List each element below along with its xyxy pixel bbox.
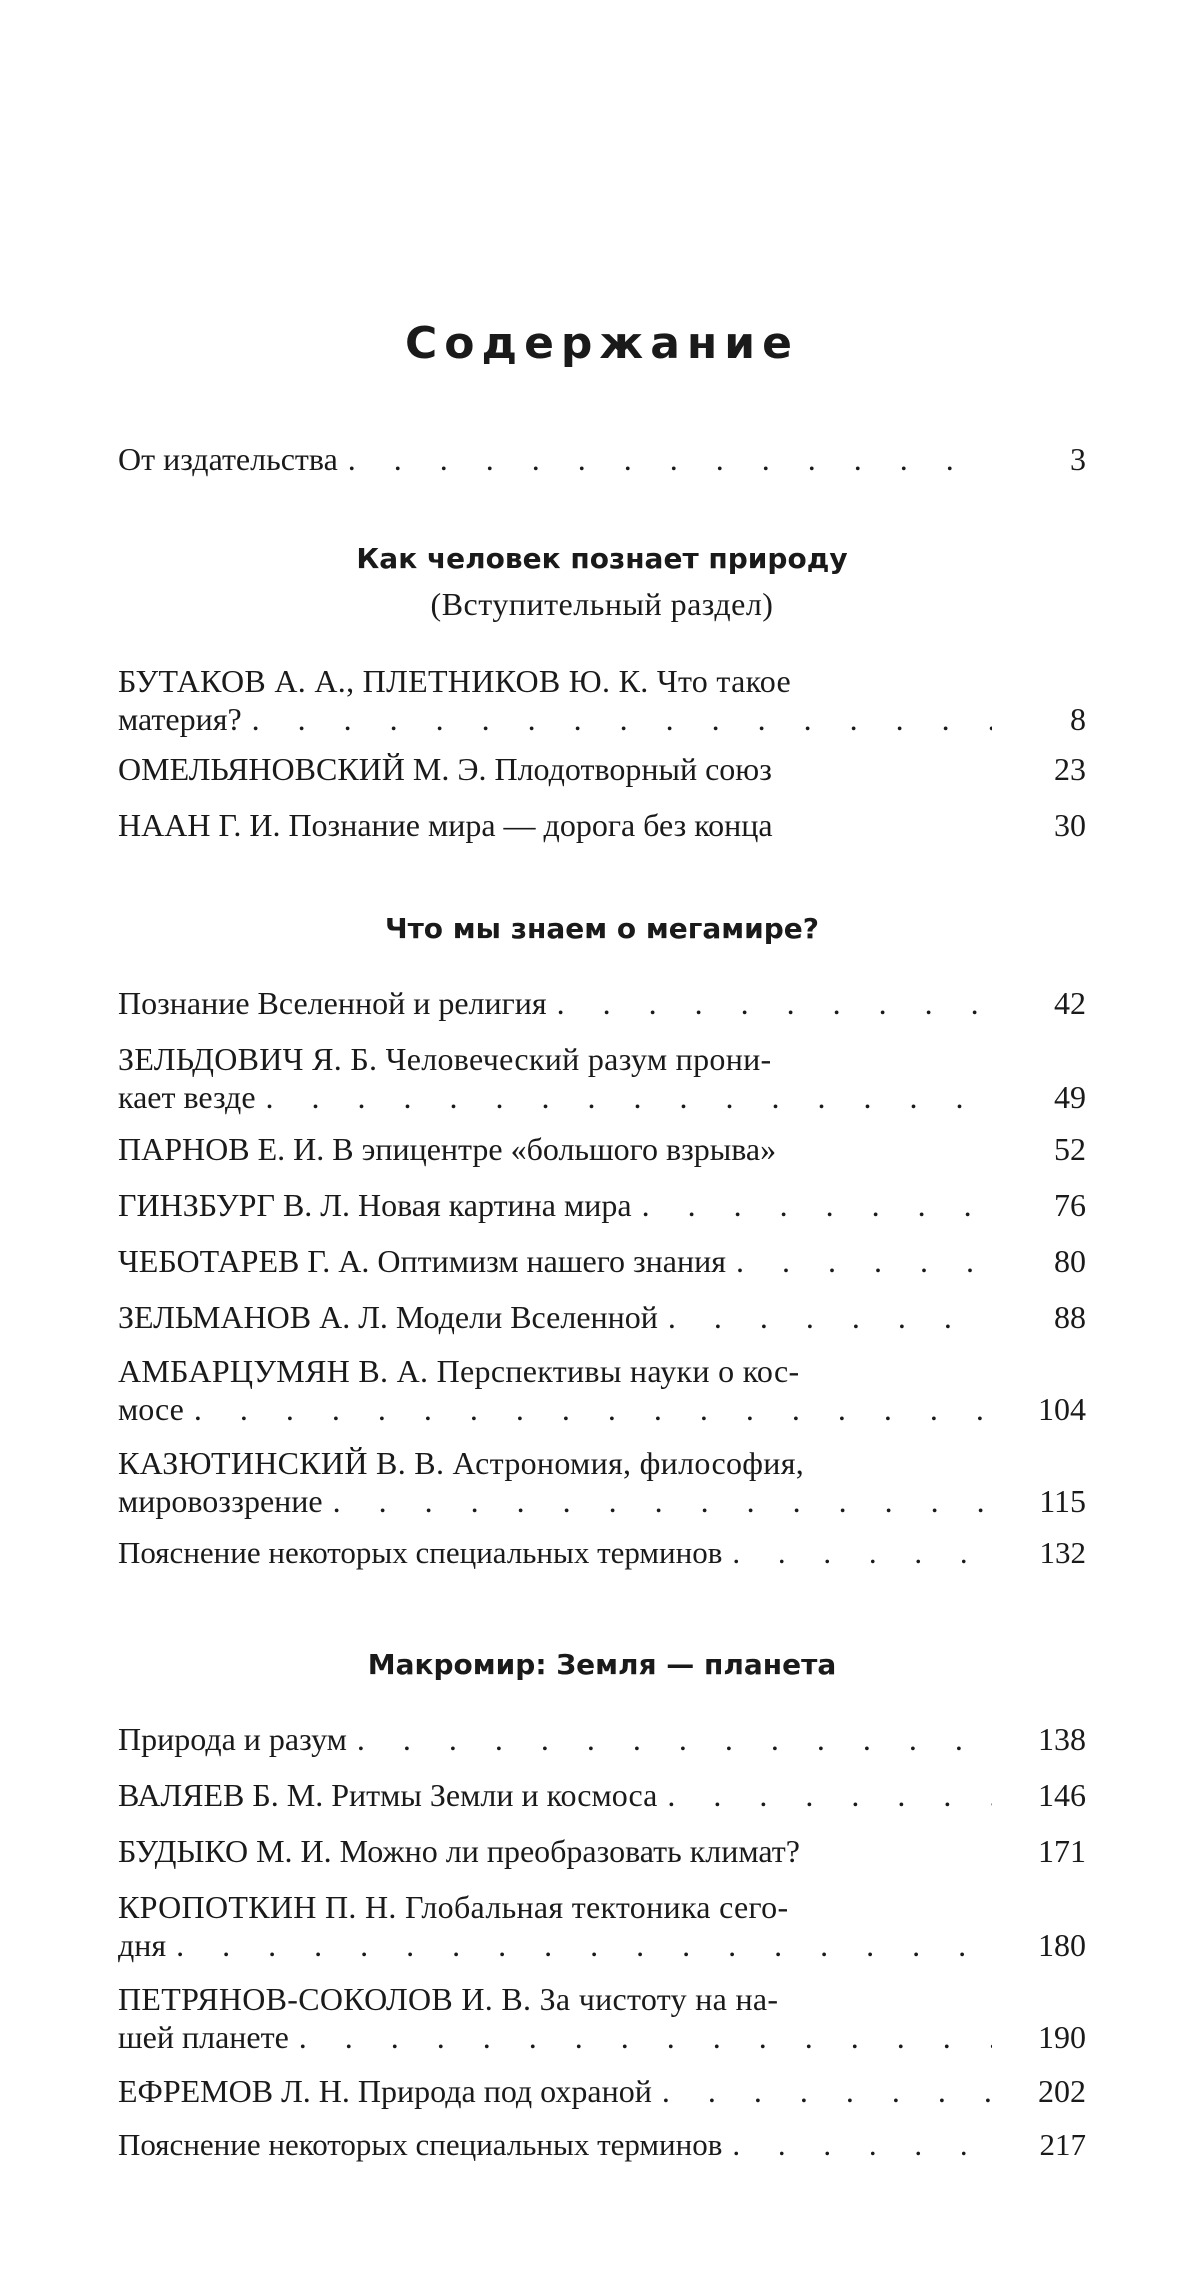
leader-dots [323,1482,992,1520]
toc-entry[interactable] [118,984,1086,1022]
leader-dots [242,700,992,738]
toc-entry-text: Природа и разум [118,1721,347,1757]
toc-entry-line1: КАЗЮТИНСКИЙ В. В. Астрономия, философия, [118,1445,805,1481]
toc-entry[interactable] [118,662,1086,738]
toc-page-number: 217 [1039,2127,1086,2162]
toc-page-number: 52 [1054,1131,1086,1167]
toc-entry-text: Пояснение некоторых специальных терминов [118,1535,723,1570]
toc-entry-text: От издательства [118,441,338,477]
toc-entry-text: ОМЕЛЬЯНОВСКИЙ М. Э. Плодотворный союз [118,751,772,787]
toc-entry[interactable] [118,1298,1086,1336]
toc-entry[interactable] [118,1130,1086,1168]
leader-dots [726,1242,992,1280]
toc-entry[interactable] [118,1352,1086,1428]
toc-entry-text: шей планете [118,2019,289,2055]
toc-entry-line1: БУТАКОВ А. А., ПЛЕТНИКОВ Ю. К. Что такое [118,663,791,699]
toc-page-number: 8 [1070,701,1086,737]
toc-entry[interactable] [118,1832,1086,1870]
leader-dots [338,440,992,478]
leader-dots [166,1926,992,1964]
section-title-2: Что мы знаем о мегамире? [384,912,820,945]
toc-page-number: 115 [1039,1483,1086,1519]
leader-dots [722,2126,992,2164]
toc-entry-text: ЗЕЛЬМАНОВ А. Л. Модели Вселенной [118,1299,658,1335]
toc-page-number: 180 [1038,1927,1086,1963]
toc-page-number: 42 [1054,985,1086,1021]
toc-entry-text: ПАРНОВ Е. И. В эпицентре «большого взрыва» [118,1131,777,1167]
toc-page-number: 138 [1038,1721,1086,1757]
toc-entry-line1: КРОПОТКИН П. Н. Глобальная тектоника сего- [118,1889,789,1925]
leader-dots [658,1298,992,1336]
leader-dots [657,1776,992,1814]
toc-entry[interactable] [118,1776,1086,1814]
toc-entry-text: дня [118,1927,167,1963]
toc-entry-publisher-note[interactable] [118,440,1086,478]
leader-dots [289,2018,992,2056]
section-title-1: Как человек познает природу [356,542,848,575]
toc-page-number: 23 [1054,751,1086,787]
toc-entry-text: материя? [118,701,242,737]
toc-entry-text: БУДЫКО М. И. Можно ли преобразовать климат? [118,1833,800,1869]
toc-entry[interactable] [118,1444,1086,1520]
toc-entry-text: ЧЕБОТАРЕВ Г. А. Оптимизм нашего знания [118,1243,726,1279]
toc-page-number: 80 [1054,1243,1086,1279]
toc-page-number: 190 [1038,2019,1086,2055]
leader-dots [722,1534,992,1572]
toc-page-number: 202 [1038,2073,1086,2109]
toc-entry-text: мировоззрение [118,1483,323,1519]
toc-entry[interactable] [118,1888,1086,1964]
toc-page-number: 76 [1054,1187,1086,1223]
toc-entry[interactable] [118,1720,1086,1758]
toc-entry-text: Познание Вселенной и религия [118,985,547,1021]
toc-entry-text: ВАЛЯЕВ Б. М. Ритмы Земли и космоса [118,1777,658,1813]
toc-entry-line1: АМБАРЦУМЯН В. А. Перспективы науки о кос- [118,1353,800,1389]
toc-page-number: 49 [1054,1079,1086,1115]
leader-dots [347,1720,992,1758]
toc-entry-text: ЕФРЕМОВ Л. Н. Природа под охраной [118,2073,652,2109]
toc-entry[interactable] [118,2072,1086,2110]
toc-entry[interactable] [118,2126,1086,2164]
toc-entry[interactable] [118,806,1086,844]
toc-entry-text: Пояснение некоторых специальных терминов [118,2127,723,2162]
leader-dots [547,984,992,1022]
toc-page-number: 3 [1070,441,1086,477]
toc-page-number: 30 [1054,807,1086,843]
toc-entry[interactable] [118,1186,1086,1224]
toc-page-number: 171 [1038,1833,1086,1869]
toc-entry-line1: ПЕТРЯНОВ-СОКОЛОВ И. В. За чистоту на на- [118,1981,779,2017]
page-title: Содержание [405,318,799,369]
section-title-3: Макромир: Земля — планета [367,1648,837,1681]
toc-page-number: 146 [1038,1777,1086,1813]
toc-entry[interactable] [118,750,1086,788]
toc-entry-text: кает везде [118,1079,256,1115]
toc-entry[interactable] [118,1980,1086,2056]
toc-page-number: 132 [1039,1535,1086,1570]
toc-entry[interactable] [118,1242,1086,1280]
toc-entry-line1: ЗЕЛЬДОВИЧ Я. Б. Человеческий разум прони- [118,1041,772,1077]
toc-entry[interactable] [118,1040,1086,1116]
toc-page-number: 104 [1038,1391,1086,1427]
toc-entry-text: мосе [118,1391,184,1427]
toc-entry-text: ГИНЗБУРГ В. Л. Новая картина мира [118,1187,632,1223]
leader-dots [256,1078,992,1116]
section-subtitle-1: (Вступительный раздел) [430,586,774,622]
leader-dots [184,1390,992,1428]
leader-dots [652,2072,992,2110]
toc-entry-text: НААН Г. И. Познание мира — дорога без конца [118,807,773,843]
leader-dots [632,1186,992,1224]
toc-page-number: 88 [1054,1299,1086,1335]
toc-entry[interactable] [118,1534,1086,1572]
